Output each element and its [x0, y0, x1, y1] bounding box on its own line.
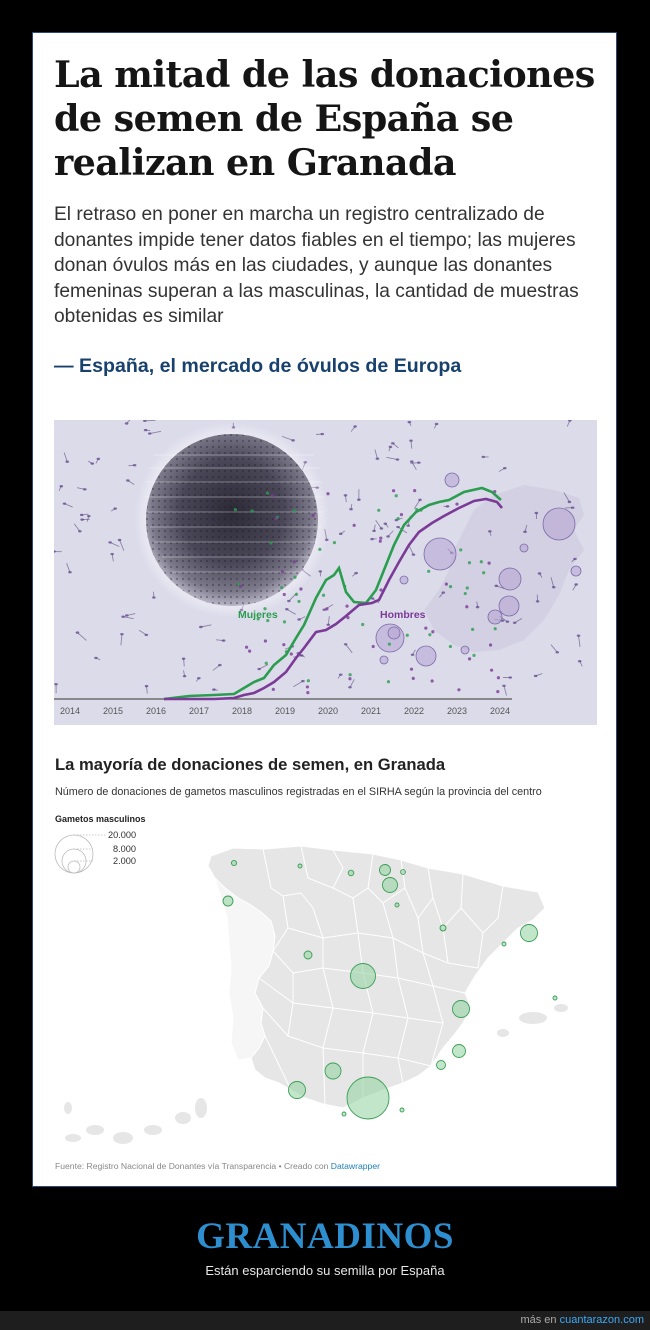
hero-year-tick: 2019 — [275, 706, 296, 716]
sperm-head — [435, 423, 439, 425]
sperm-head — [412, 553, 416, 555]
sperm-head — [125, 614, 129, 616]
sperm-head — [408, 421, 412, 423]
hero-bubble — [499, 596, 519, 616]
hero-dot — [455, 502, 458, 505]
province-bubble — [325, 1063, 341, 1079]
hero-dot — [480, 560, 483, 563]
province-bubble — [502, 942, 506, 946]
sperm-head — [357, 499, 361, 501]
hero-dot — [348, 677, 351, 680]
hero-bubble — [543, 508, 575, 540]
hero-dot — [488, 561, 491, 564]
sperm-head — [80, 518, 84, 520]
hero-dot — [490, 669, 493, 672]
hero-dot — [468, 657, 471, 660]
hero-dot — [275, 517, 278, 520]
sperm-head — [344, 494, 348, 496]
hero-bubble — [499, 568, 521, 590]
province-bubble — [348, 870, 354, 876]
caption-title: GRANADINOS — [196, 1216, 454, 1257]
hero-dot — [496, 690, 499, 693]
sperm-head — [94, 657, 98, 659]
related-article-link[interactable]: — España, el mercado de óvulos de Europa — [54, 355, 462, 377]
legend-value-medium: 8.000 — [113, 844, 136, 854]
sperm-head — [536, 600, 540, 602]
sperm-head — [396, 526, 400, 528]
article-title: La mitad de las donaciones de semen de España se realizan en Granada — [54, 53, 595, 184]
hero-bubble — [424, 538, 456, 570]
sperm-head — [59, 485, 63, 487]
hero-year-tick: 2016 — [146, 706, 167, 716]
hero-year-tick: 2014 — [60, 706, 81, 716]
mujeres-label: Mujeres — [238, 609, 278, 621]
sperm-head — [83, 488, 87, 490]
hero-image — [54, 420, 597, 725]
sperm-head — [555, 651, 559, 653]
size-legend — [55, 835, 105, 873]
hero-dot — [372, 645, 375, 648]
hero-dot — [312, 514, 315, 517]
hero-year-tick: 2018 — [232, 706, 253, 716]
sperm-head — [488, 530, 492, 532]
hero-dot — [396, 517, 399, 520]
sperm-head — [578, 660, 582, 662]
sperm-head — [571, 507, 575, 509]
hero-dot — [424, 627, 427, 630]
sperm-head — [90, 462, 94, 464]
sperm-head — [568, 501, 572, 503]
province-bubble — [298, 864, 302, 868]
hero-bubble — [488, 610, 502, 624]
sperm-head — [476, 606, 480, 608]
hero-dot — [307, 679, 310, 682]
map-description: Número de donaciones de gametos masculinos registradas en el SIRHA según la provincia del centro — [55, 786, 542, 798]
hero-dot — [489, 643, 492, 646]
province-bubble — [351, 964, 376, 989]
sperm-head — [78, 530, 82, 532]
source-text: Fuente: Registro Nacional de Donantes vía Transparencia • Creado con — [55, 1161, 331, 1171]
hero-dot — [406, 634, 409, 637]
province-bubble — [347, 1077, 389, 1119]
spain-bubble-map — [33, 808, 616, 1158]
hero-dot — [345, 605, 348, 608]
hero-dot — [251, 509, 254, 512]
hero-dot — [290, 652, 293, 655]
hero-dot — [392, 489, 395, 492]
hero-year-tick: 2021 — [361, 706, 382, 716]
sperm-head — [386, 535, 390, 537]
sperm-head — [353, 425, 357, 427]
sperm-head — [120, 633, 124, 635]
hero-dot — [326, 492, 329, 495]
hero-dot — [427, 570, 430, 573]
sperm-head — [199, 626, 203, 628]
sperm-head — [376, 458, 380, 460]
sperm-head — [481, 456, 485, 458]
province-bubble — [521, 925, 538, 942]
sperm-head — [291, 439, 295, 441]
hero-dot — [293, 509, 296, 512]
hero-dot — [306, 691, 309, 694]
province-bubble — [395, 903, 399, 907]
map-title: La mayoría de donaciones de semen, en Granada — [55, 755, 446, 774]
sperm-head — [145, 685, 149, 687]
hero-dot — [379, 536, 382, 539]
hero-dot — [387, 680, 390, 683]
hero-dot — [318, 548, 321, 551]
sperm-head — [384, 523, 388, 525]
hero-year-tick: 2017 — [189, 706, 210, 716]
hero-dot — [265, 662, 268, 665]
hero-dot — [248, 649, 251, 652]
sperm-head — [523, 531, 527, 533]
hero-dot — [293, 560, 296, 563]
hero-dot — [400, 513, 403, 516]
hero-dot — [306, 685, 309, 688]
sperm-head — [391, 442, 395, 444]
sperm-head — [145, 634, 149, 636]
footer-prefix: más en — [520, 1314, 560, 1326]
sperm-head — [133, 464, 137, 466]
sperm-head — [506, 621, 510, 623]
sperm-head — [108, 541, 112, 543]
sperm-head — [417, 461, 421, 463]
sperm-head — [574, 583, 578, 585]
source-note — [55, 1161, 380, 1171]
hombres-label: Hombres — [380, 609, 426, 621]
hero-dot — [234, 508, 237, 511]
hero-dot — [283, 593, 286, 596]
sperm-head — [418, 499, 422, 501]
hero-dot — [270, 541, 273, 544]
sperm-head — [65, 461, 69, 463]
sperm-head — [212, 688, 216, 690]
province-bubble — [553, 996, 557, 1000]
province-bubble — [342, 1112, 346, 1116]
sperm-head — [503, 467, 507, 469]
province-bubble — [400, 1108, 404, 1112]
sperm-head — [222, 639, 226, 641]
hero-year-tick: 2015 — [103, 706, 124, 716]
hero-bubble — [416, 646, 436, 666]
sperm-head — [80, 514, 84, 516]
sperm-head — [87, 515, 91, 517]
sperm-head — [406, 524, 410, 526]
hero-dot — [449, 585, 452, 588]
hero-bubble — [388, 627, 400, 639]
hero-dot — [459, 548, 462, 551]
hero-dot — [410, 668, 413, 671]
hero-year-tick: 2023 — [447, 706, 468, 716]
hero-dot — [431, 630, 434, 633]
sperm-head — [125, 422, 129, 424]
sperm-head — [339, 673, 343, 675]
hero-dot — [325, 607, 328, 610]
sperm-head — [97, 458, 101, 460]
hero-dot — [295, 593, 298, 596]
sperm-head — [110, 553, 114, 555]
site-link[interactable]: cuantarazon.com — [559, 1314, 644, 1326]
hero-year-tick: 2020 — [318, 706, 339, 716]
hero-dot — [449, 645, 452, 648]
province-bubble — [383, 878, 398, 893]
province-bubble — [401, 870, 406, 875]
legend-value-large: 20.000 — [108, 830, 137, 840]
hero-year-tick: 2022 — [404, 706, 425, 716]
hero-year-tick: 2024 — [490, 706, 511, 716]
sperm-head — [372, 530, 376, 532]
sperm-head — [573, 558, 577, 560]
sperm-head — [339, 533, 343, 535]
sperm-head — [396, 458, 400, 460]
hero-dot — [428, 633, 431, 636]
sperm-head — [113, 507, 117, 509]
province-bubble — [380, 865, 391, 876]
hero-dot — [445, 582, 448, 585]
hero-dot — [482, 571, 485, 574]
hero-dot — [237, 583, 240, 586]
legend-title: Gametos masculinos — [55, 814, 146, 824]
sperm-head — [197, 677, 201, 679]
province-bubble — [440, 925, 446, 931]
hero-dot — [472, 654, 475, 657]
sperm-head — [410, 460, 414, 462]
hero-dot — [464, 592, 467, 595]
sperm-head — [152, 596, 156, 598]
hero-bubble — [520, 544, 528, 552]
hero-bubble — [445, 473, 459, 487]
province-bubble — [453, 1001, 470, 1018]
sperm-head — [502, 685, 506, 687]
sperm-head — [513, 622, 517, 624]
hero-dot — [272, 688, 275, 691]
article-card — [33, 33, 616, 1186]
sperm-head — [144, 429, 148, 431]
sperm-head — [121, 615, 125, 617]
footer-bar — [0, 1311, 650, 1330]
sperm-head — [552, 586, 556, 588]
sperm-head — [218, 664, 222, 666]
hero-dot — [333, 541, 336, 544]
hero-dot — [297, 600, 300, 603]
hero-dot — [497, 676, 500, 679]
hero-bubble — [461, 646, 469, 654]
hero-dot — [245, 646, 248, 649]
hero-bubble — [400, 576, 408, 584]
sperm-head — [326, 624, 330, 626]
sperm-head — [54, 683, 58, 685]
hero-dot — [377, 509, 380, 512]
sperm-head — [63, 502, 67, 504]
hero-dot — [281, 570, 284, 573]
datawrapper-link[interactable]: Datawrapper — [330, 1161, 380, 1171]
hero-dot — [361, 623, 364, 626]
sperm-head — [76, 631, 80, 633]
sperm-head — [285, 608, 289, 610]
hero-dot — [457, 688, 460, 691]
sperm-head — [370, 538, 374, 540]
sperm-head — [318, 570, 322, 572]
hero-dot — [282, 643, 285, 646]
hero-dot — [353, 524, 356, 527]
sperm-head — [409, 439, 413, 441]
sperm-head — [534, 675, 538, 677]
hero-dot — [395, 494, 398, 497]
hero-bubble — [380, 656, 388, 664]
province-bubble — [223, 896, 233, 906]
hero-dot — [293, 576, 296, 579]
sperm-head — [411, 654, 415, 656]
province-bubble — [437, 1061, 446, 1070]
sperm-head — [257, 668, 261, 670]
hero-dot — [266, 492, 269, 495]
hero-dot — [271, 494, 274, 497]
sperm-head — [68, 571, 72, 573]
sperm-head — [349, 508, 353, 510]
province-bubble — [453, 1045, 466, 1058]
sperm-head — [380, 527, 384, 529]
province-bubble — [231, 860, 236, 865]
hero-dot — [239, 585, 242, 588]
province-bubble — [289, 1082, 306, 1099]
hero-dot — [388, 643, 391, 646]
sperm-head — [344, 643, 348, 645]
hero-dot — [494, 627, 497, 630]
sperm-head — [348, 686, 352, 688]
sperm-head — [446, 505, 450, 507]
sperm-head — [494, 585, 498, 587]
hero-dot — [465, 605, 468, 608]
hero-bubble — [571, 566, 581, 576]
sperm-head — [183, 675, 187, 677]
hero-dot — [283, 620, 286, 623]
hero-dot — [280, 586, 283, 589]
canary-islands — [64, 1098, 207, 1144]
hero-dot — [349, 673, 352, 676]
sperm-head — [297, 618, 301, 620]
hero-dot — [431, 679, 434, 682]
sperm-head — [535, 512, 539, 514]
hero-dot — [413, 489, 416, 492]
sperm-head — [148, 432, 152, 434]
sperm-head — [389, 446, 393, 448]
hero-dot — [471, 628, 474, 631]
hero-dot — [412, 677, 415, 680]
article-subtitle: El retraso en poner en marcha un registro centralizado de donantes impide tener datos fiables en el tiempo; las mujeres donan óvulos más en las ciudades, y aunque las donantes femeninas superan a las masculinas, la cantidad de muestras obtenidas es similar — [54, 204, 579, 328]
hero-dot — [468, 561, 471, 564]
hero-dot — [299, 587, 302, 590]
sperm-head — [442, 591, 446, 593]
legend-value-small: 2.000 — [113, 856, 136, 866]
sperm-head — [126, 479, 130, 481]
hero-dot — [379, 540, 382, 543]
sperm-head — [301, 680, 305, 682]
sperm-head — [320, 433, 324, 435]
footer-text — [520, 1314, 644, 1326]
sperm-head — [354, 572, 358, 574]
sperm-head — [182, 658, 186, 660]
hero-dot — [466, 586, 469, 589]
sperm-head — [118, 539, 122, 541]
hero-dot — [264, 639, 267, 642]
sperm-head — [538, 572, 542, 574]
sperm-head — [508, 676, 512, 678]
hero-dot — [322, 594, 325, 597]
sperm-head — [577, 634, 581, 636]
balearic-islands — [497, 1004, 568, 1037]
caption-subtitle: Están esparciendo su semilla por España — [205, 1263, 445, 1278]
province-bubble — [304, 951, 312, 959]
